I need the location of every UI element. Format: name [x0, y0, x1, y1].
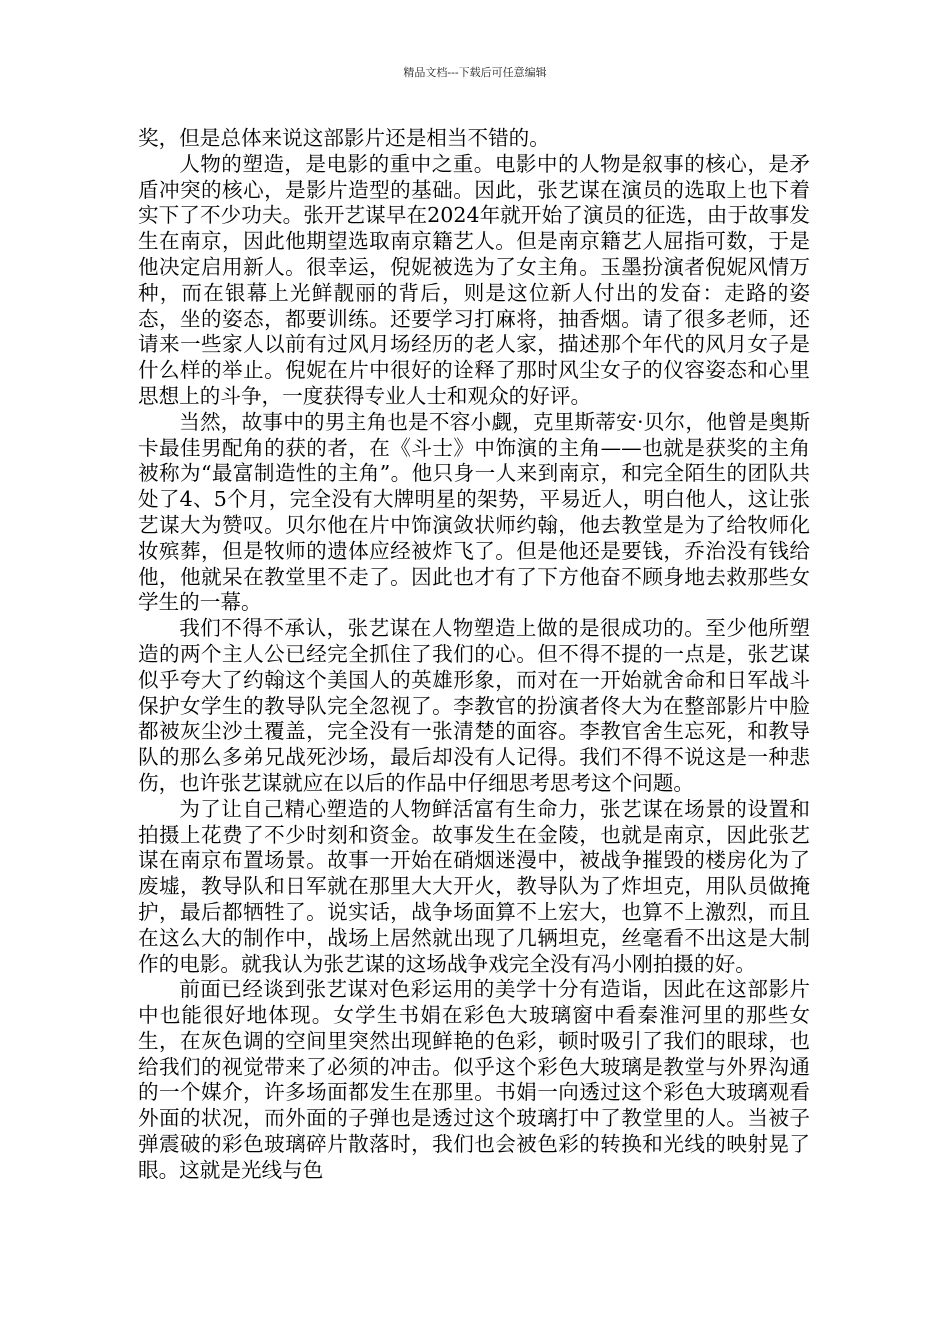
- document-body: [138, 126, 810, 1184]
- page-header: 精品文档---下载后可任意编辑: [403, 66, 547, 79]
- paragraph-1: 奖，但是总体来说这部影片还是相当不错的。: [138, 126, 550, 150]
- paragraph-6: 前面已经谈到张艺谋对色彩运用的美学十分有造诣，因此在这部影片中也能很好地体现。女学生书娟在彩色大玻璃窗中看秦淮河里的那些女生，在灰色调的空间里突然出现鲜艳的色彩，顿时吸引了我们的眼球，也给我们的视觉带来了必须的冲击。似乎这个彩色大玻璃是教堂与外界沟通的一个媒介，许多场面都发生在那里。书娟一向透过这个彩色大玻璃观看外面的状况，而外面的子弹也是透过这个玻璃打中了教堂里的人。当被子弹震破的彩色玻璃碎片散落时，我们也会被色彩的转换和光线的映射晃了眼。这就是光线与色: [138, 977, 810, 1182]
- paragraph-4: 我们不得不承认，张艺谋在人物塑造上做的是很成功的。至少他所塑造的两个主人公已经完全抓住了我们的心。但不得不提的一点是，张艺谋似乎夸大了约翰这个美国人的英雄形象，而对在一开始就舍命和日军战斗保护女学生的教导队完全忽视了。李教官的扮演者佟大为在整部影片中脸都被灰尘沙土覆盖，完全没有一张清楚的面容。李教官舍生忘死，和教导队的那么多弟兄战死沙场，最后却没有人记得。我们不得不说这是一种悲伤，也许张艺谋就应在以后的作品中仔细思考思考这个问题。: [138, 616, 810, 795]
- paragraph-5: 为了让自己精心塑造的人物鲜活富有生命力，张艺谋在场景的设置和拍摄上花费了不少时刻和资金。故事发生在金陵，也就是南京，因此张艺谋在南京布置场景。故事一开始在硝烟迷漫中，被战争摧毁的楼房化为了废墟，教导队和日军就在那里大大开火，教导队为了炸坦克，用队员做掩护，最后都牺牲了。说实话，战争场面算不上宏大，也算不上激烈，而且在这么大的制作中，战场上居然就出现了几辆坦克，丝毫看不出这是大制作的电影。就我认为张艺谋的这场战争戏完全没有冯小刚拍摄的好。: [138, 796, 810, 976]
- paragraph-3: 当然，故事中的男主角也是不容小觑，克里斯蒂安·贝尔，他曾是奥斯卡最佳男配角的获的者，在《斗士》中饰演的主角——也就是获奖的主角被称为“最富制造性的主角”。他只身一人来到南京，和完全陌生的团队共处了4、5个月，完全没有大牌明星的架势，平易近人，明白他人，这让张艺谋大为赞叹。贝尔他在片中饰演敛状师约翰，他去教堂是为了给牧师化妆殡葬，但是牧师的遗体应经被炸飞了。但是他还是要钱，乔治没有钱给他，他就呆在教堂里不走了。因此也才有了下方他奋不顾身地去救那些女学生的一幕。: [138, 409, 810, 615]
- paragraph-2: 人物的塑造，是电影的重中之重。电影中的人物是叙事的核心，是矛盾冲突的核心，是影片造型的基础。因此，张艺谋在演员的选取上也下着实下了不少功夫。张开艺谋早在2024年就开始了演员的征选，由于故事发生在南京，因此他期望选取南京籍艺人。但是南京籍艺人屈指可数，于是他决定启用新人。很幸运，倪妮被选为了女主角。玉墨扮演者倪妮风情万种，而在银幕上光鲜靓丽的背后，则是这位新人付出的发奋：走路的姿态，坐的姿态，都要训练。还要学习打麻将，抽香烟。请了很多老师，还请来一些家人以前有过风月场经历的老人家，描述那个年代的风月女子是什么样的举止。倪妮在片中很好的诠释了那时风尘女子的仪容姿态和心里思想上的斗争，一度获得专业人士和观众的好评。: [138, 151, 810, 408]
